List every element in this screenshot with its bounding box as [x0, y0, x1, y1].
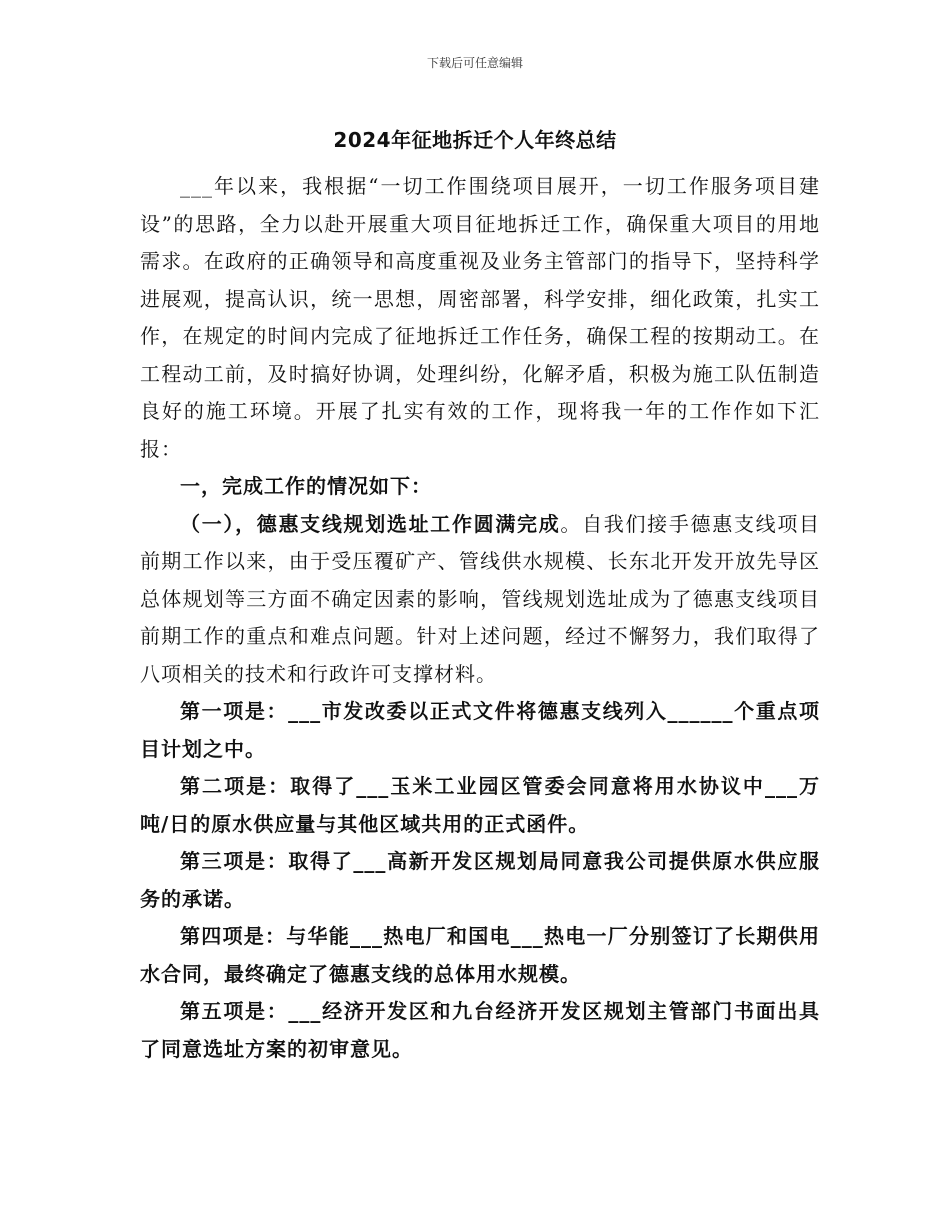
running-header: 下载后可任意编辑	[426, 56, 523, 70]
subsection-body: 。自我们接手德惠支线项目前期工作以来，由于受压覆矿产、管线供水规模、长东北开发开放先导区总体规划等三方面不确定因素的影响，管线规划选址成为了德惠支线项目前期工作的重点和难点问题。针对上述问题，经过不懈努力，我们取得了八项相关的技术和行政许可支撑材料。	[140, 511, 821, 686]
list-item-3: 第三项是：取得了___高新开发区规划局同意我公司提供原水供应服务的承诺。	[140, 849, 820, 911]
subsection-title: （一），德惠支线规划选址工作圆满完成	[180, 511, 561, 536]
list-item-1: 第一项是：___市发改委以正式文件将德惠支线列入______个重点项目计划之中。	[140, 699, 820, 761]
subsection-paragraph	[140, 506, 820, 694]
document-title: 2024年征地拆迁个人年终总结	[333, 128, 617, 152]
list-item-4: 第四项是：与华能___热电厂和国电___热电一厂分别签订了长期供用水合同，最终确定了德惠支线的总体用水规模。	[140, 924, 820, 986]
document-body	[140, 168, 820, 1068]
list-item-5: 第五项是：___经济开发区和九台经济开发区规划主管部门书面出具了同意选址方案的初审意见。	[140, 999, 820, 1061]
list-item-2: 第二项是：取得了___玉米工业园区管委会同意将用水协议中___万吨/日的原水供应量与其他区域共用的正式函件。	[140, 774, 820, 836]
intro-paragraph: ___年以来，我根据“一切工作围绕项目展开，一切工作服务项目建设”的思路，全力以赴开展重大项目征地拆迁工作，确保重大项目的用地需求。在政府的正确领导和高度重视及业务主管部门的指导下，坚持科学进展观，提高认识，统一思想，周密部署，科学安排，细化政策，扎实工作，在规定的时间内完成了征地拆迁工作任务，确保工程的按期动工。在工程动工前，及时搞好协调，处理纠纷，化解矛盾，积极为施工队伍制造良好的施工环境。开展了扎实有效的工作，现将我一年的工作作如下汇报：	[140, 174, 820, 461]
section-heading: 一，完成工作的情况如下：	[180, 474, 432, 498]
